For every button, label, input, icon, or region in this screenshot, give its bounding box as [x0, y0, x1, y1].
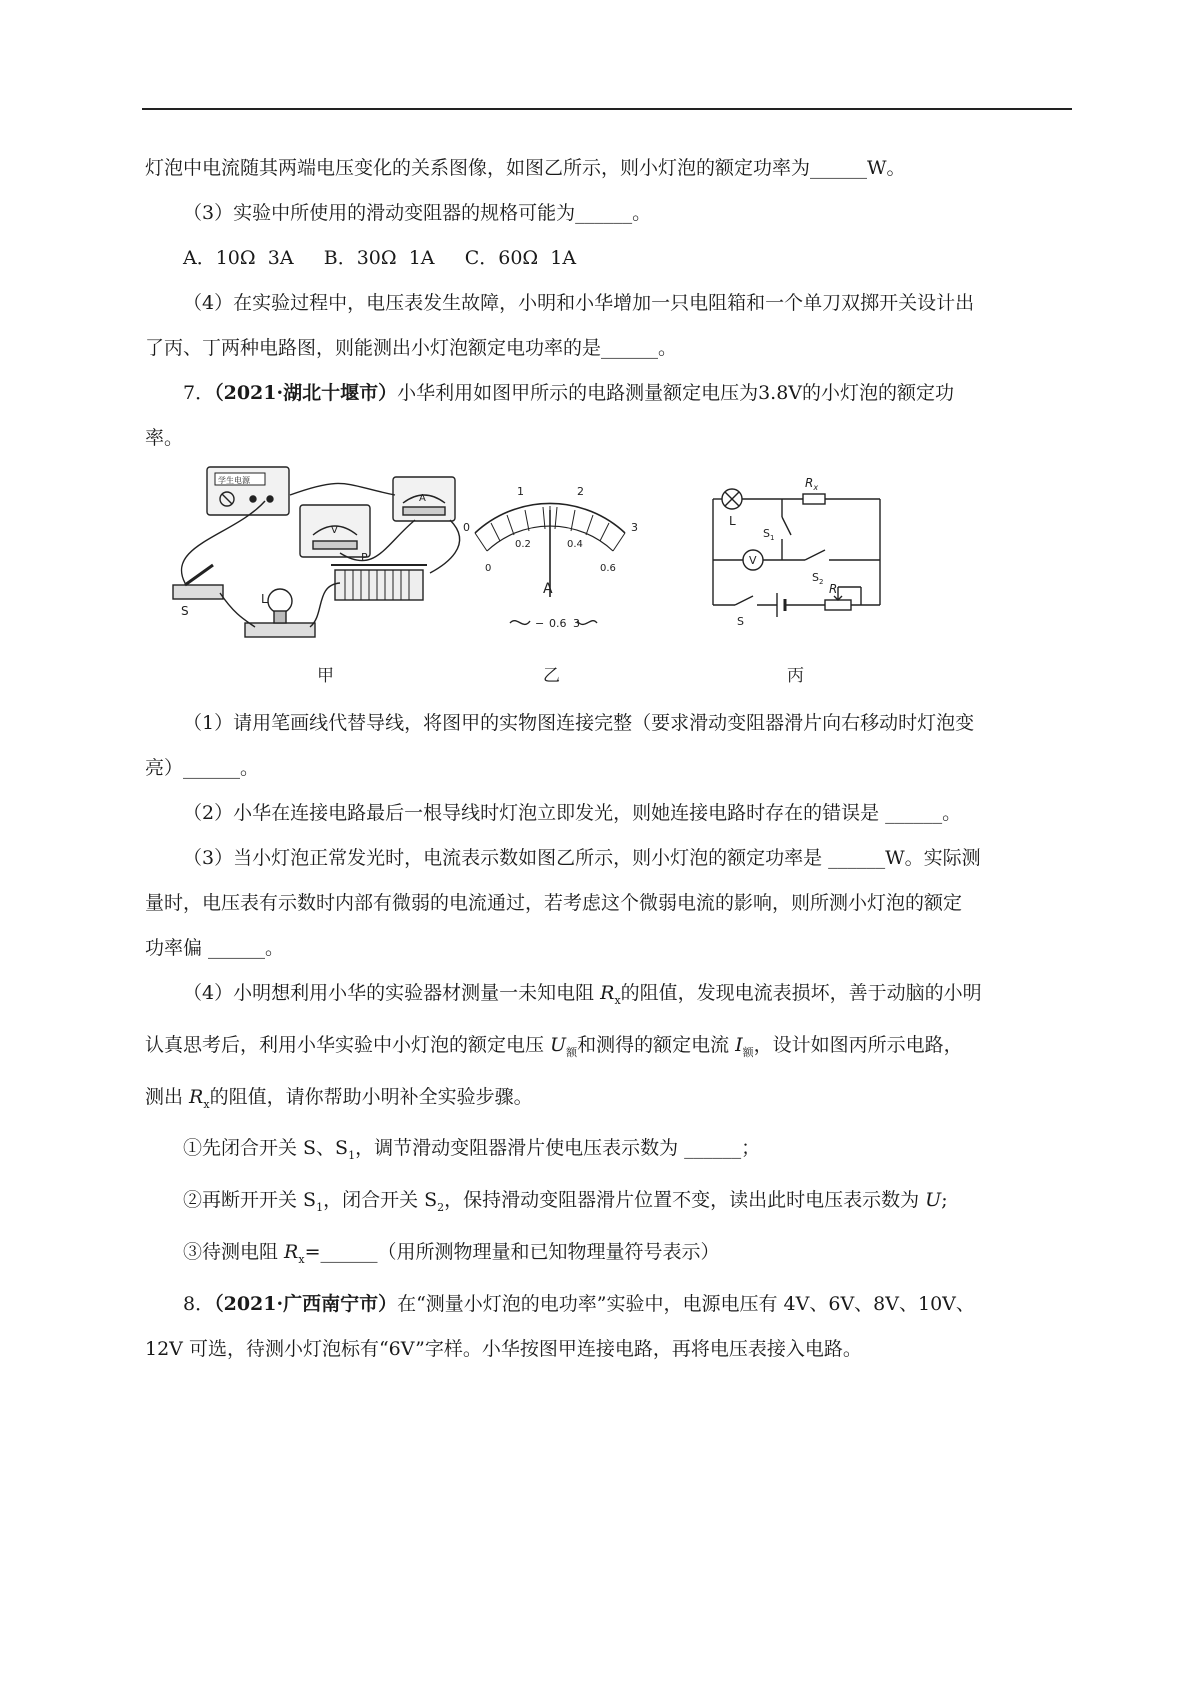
step-1: ①先闭合开关 S、$S_1$，调节滑动变阻器滑片使电压表示数为 ______；: [183, 1137, 761, 1163]
wire: [290, 483, 395, 495]
text-line: （3）实验中所使用的滑动变阻器的规格可能为______。: [183, 202, 652, 224]
scale-outer-3: 3: [631, 521, 638, 534]
scale-inner-1: 0.2: [515, 539, 531, 550]
s2-label: $S_2$: [812, 571, 824, 586]
text-line: 12V 可选，待测小灯泡标有“6V”字样。小华按图甲连接电路，再将电压表接入电路。: [145, 1337, 862, 1360]
switch-s2: [805, 550, 825, 560]
rx-label: $R_x$: [805, 476, 819, 492]
scale-inner-0: 0: [485, 563, 492, 574]
figure-yi: [463, 485, 638, 630]
rheostat-symbol: [825, 600, 851, 610]
question-number: 8．: [183, 1292, 215, 1315]
question-source: （2021·湖北十堰市）: [214, 382, 398, 404]
switch: [173, 585, 223, 599]
text-line: 亮）______。: [145, 757, 260, 779]
terminal-06: 0.6: [549, 617, 567, 630]
text-line: 测出 $R_x$的阻值，请你帮助小明补全实验步骤。: [145, 1085, 533, 1111]
text-line: （4）小明想利用小华的实验器材测量一未知电阻 $R_x$的阻值，发现电流表损坏，善于动脑的小明: [183, 982, 982, 1007]
text-line: （1）请用笔画线代替导线，将图甲的实物图连接完整（要求滑动变阻器滑片向右移动时灯泡变: [183, 712, 975, 734]
lamp-base: [245, 623, 315, 637]
caption-jia: 甲: [317, 666, 334, 686]
ammeter-label: A: [419, 493, 426, 504]
rheostat: [335, 570, 423, 600]
question-text: 小华利用如图甲所示的电路测量额定电压为3.8V的小灯泡的额定功: [397, 382, 955, 404]
s1-label: $S_1$: [763, 527, 775, 542]
scale-outer-1: 1: [517, 485, 524, 498]
scale-outer-0: 0: [463, 521, 470, 534]
circuit-figures: [145, 465, 1070, 695]
caption-yi: 乙: [543, 666, 560, 686]
text-line: 量时，电压表有示数时内部有微弱的电流通过，若考虑这个微弱电流的影响，则所测小灯泡的额定: [145, 892, 963, 914]
voltmeter-symbol-label: V: [749, 554, 757, 567]
step-2: ②再断开开关 $S_1$，闭合开关 $S_2$，保持滑动变阻器滑片位置不变，读出此时电压表示数为 U;: [183, 1189, 948, 1214]
rheostat-label: R: [829, 582, 838, 596]
lamp-symbol-label: L: [729, 514, 736, 528]
options-line: A．10Ω 3A B．30Ω 1A C．60Ω 1A: [183, 247, 577, 269]
text-line: 认真思考后，利用小华实验中小灯泡的额定电压 $U_额$和测得的额定电流 $I_额$，设计如图丙所示电路，: [145, 1033, 963, 1059]
wire: [430, 520, 460, 573]
voltmeter-label: V: [331, 525, 338, 536]
question-source: （2021·广西南宁市）: [214, 1292, 398, 1315]
question-text: 在“测量小灯泡的电功率”实验中，电源电压有 4V、6V、8V、10V、: [397, 1292, 975, 1315]
question-7: [145, 371, 1070, 416]
figure-row: [145, 465, 1070, 695]
header-rule: [142, 108, 1072, 110]
question-number: 7．: [183, 382, 215, 404]
switch-s1: [782, 517, 791, 535]
text-line: 灯泡中电流随其两端电压变化的关系图像，如图乙所示，则小灯泡的额定功率为______W。: [145, 157, 906, 179]
wire: [220, 593, 255, 627]
text-line: （3）当小灯泡正常发光时，电流表示数如图乙所示，则小灯泡的额定功率是 ______W。实际测: [183, 847, 981, 869]
terminal-3: 3: [573, 617, 580, 630]
terminal-minus: −: [535, 617, 545, 630]
page-content: [145, 146, 1070, 1372]
lamp-label: L: [261, 592, 268, 606]
caption-bing: 丙: [787, 666, 804, 686]
power-supply-label: 学生电源: [218, 476, 250, 485]
s-label: S: [737, 615, 744, 628]
figure-jia: [173, 467, 460, 637]
text-line: 率。: [145, 427, 184, 449]
text-line: 了丙、丁两种电路图，则能测出小灯泡额定电功率的是______。: [145, 337, 678, 359]
switch-label: S: [181, 604, 189, 618]
text-line: （4）在实验过程中，电压表发生故障，小明和小华增加一只电阻箱和一个单刀双掷开关设计出: [183, 292, 975, 314]
scale-outer-2: 2: [577, 485, 584, 498]
scale-inner-2: 0.4: [567, 539, 583, 550]
dial-unit: A: [543, 581, 553, 597]
switch-s: [735, 596, 753, 605]
text-line: 功率偏 ______。: [145, 937, 285, 959]
figure-bing: [713, 476, 880, 628]
slider-label: P: [361, 551, 368, 564]
lamp-icon: [268, 589, 292, 613]
question-8: [145, 1282, 1070, 1327]
scale-inner-3: 0.6: [600, 563, 616, 574]
step-3: ③待测电阻 $R_x=\_\_\_\_\_\_$（用所测物理量和已知物理量符号表示）: [183, 1240, 720, 1266]
text-line: （2）小华在连接电路最后一根导线时灯泡立即发光，则她连接电路时存在的错误是 ______。: [183, 802, 962, 824]
resistor-rx: [803, 494, 825, 504]
